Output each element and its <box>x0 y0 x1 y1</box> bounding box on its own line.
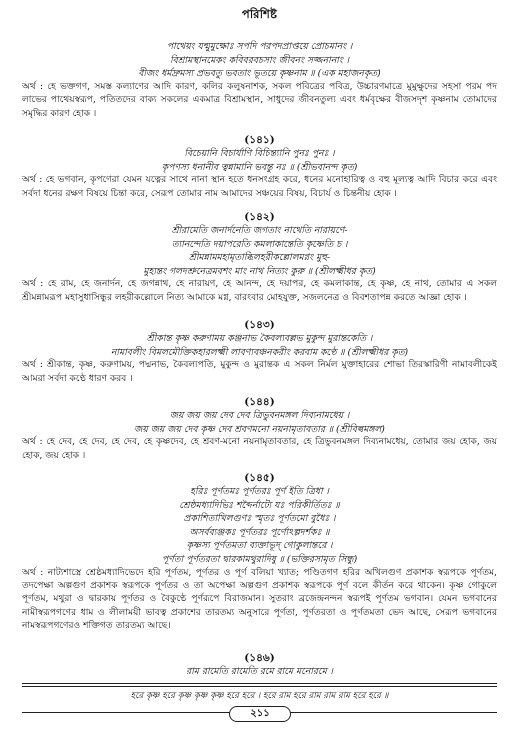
meaning-paragraph: অর্থ : হে ভগবান, কৃপণেরা যেমন যত্নের সাথে নানা স্থান হতে ধনসংগ্রহ করে, ধনের মনোহারিত্ব ও বহু মূল্যত্ব আদি বিচার করে এবং সর্বদা ধনের রক্ষণ বিষয়ে চিন্তা করে, সেরূপ তোমার নাম আমাদের সঞ্চয়ের বিষয়, বিচার্য ও চিন্তনীয় হোক । <box>22 175 497 199</box>
section-145 <box>22 471 497 634</box>
section-intro <box>22 40 497 121</box>
verse-line: শ্রীরামেতি জনার্দনেতি জগতাং নাথেতি নারায়ণে- <box>171 225 348 236</box>
section-number: (১৪৬) <box>244 652 275 664</box>
verse-line: পাথেয়ং যন্মুমুক্ষোঃ সপদি পরপদপ্রাপ্তয়ে প্রোচমানং । <box>166 41 353 52</box>
section-144 <box>22 395 497 463</box>
meaning-paragraph: অর্থ : হে ভক্তগণ, সমস্ত কল্যাণের আদি কারণ, কলির কলুষনাশক, সকল পবিত্রের পবিত্র, উচ্চারণমাত্রে মুমুক্ষুদের সহসা পরম পদ লাভের পাথেয়স্বরূপ, পতিতদের বাক্য সকলের একমাত্র বিশ্রামস্থান, সাধুদের জীবনতুল্য এবং ধর্মবৃক্ষের বীজসদৃশ কৃষ্ণনাম তোমাদের সমৃদ্ধির কারণ হোক । <box>22 81 497 119</box>
meaning-paragraph: অর্থ : হে দেব, হে দেব, হে দেব, হে কৃষ্ণদেব, হে শ্রবণ-মনো নয়নামৃতাবতার, হে ত্রিভুবনমঙ্গল দিব্যনামধেয়, তোমার জয় হোক, জয় হোক, জয় হোক । <box>22 437 497 461</box>
meaning-paragraph: অর্থ : নাট্যশাস্ত্রে শ্রেষ্ঠমধ্যাদিভেদে হরি পূর্ণতম, পূর্ণতর ও পূর্ণ বলিয়া খ্যাত; পণ্ডিতগণ হরির অখিলগুণ প্রকাশক স্বরূপকে পূর্ণতম, তদপেক্ষা অল্পগুণ প্রকাশক স্বরূপকে পূর্ণতর ও তা অপেক্ষা অল্পগুণ প্রকাশক স্বরূপকে পূর্ণ বলে কীর্তন করে থাকেন। কৃষ্ণ গোকুলে পূর্ণতম, মথুরা ও দ্বারকায় পূর্ণতর ও বৈকুণ্ঠে পূর্ণরূপে বিরাজমান। সুতরাং ব্রজেন্দ্রনন্দন স্বরূপই পূর্ণতম ভগবান। যেমন ভগবানের নামীস্বরূপগণের ধাম ও লীলাময়ী ভাবত্ব প্রকাশের তারতম্য অনুসারে পূর্ণতা, পূর্ণতরতা ও পূর্ণতমতা ভেদ আছে, সেরূপ ভগবানের নামস্বরূপগণেরও শক্তিগত তারতম্য আছে। <box>22 567 497 632</box>
footer-divider <box>22 683 497 687</box>
verse-line: নামাবলীং বিমলমৌক্তিকহারলক্ষ্মী লাবণ্যবঞ্চনকরীং করবাম কণ্ঠে ॥ (শ্রীলক্ষ্মীধর কৃত) <box>110 346 409 358</box>
verse-line: প্রকাশিতাখিলগুণঃ স্মৃতঃ পূর্ণতমো বুধৈঃ । <box>183 513 336 525</box>
verse-line: বীজং ধর্মদ্রুমস্য প্রভবতু ভবতাং ভূতয়ে কৃষ্ণনাম ॥ (এক মহাজনকৃত) <box>138 68 381 80</box>
meaning-paragraph: অর্থ : হে রাম, হে জনার্দন, হে জগন্নাথ, হে নারায়ণ, হে আনন্দ, হে দয়াপর, হে কমলাকান্ত, হে কৃষ্ণ, হে নাথ, তোমার এ সকল শ্রীমন্নামরূপ মহাসুধাসিন্ধুর লহরীকল্লোলে নিত্য আমাকে মগ্ন, বারংবার মোহযুক্ত, সজলনেত্র ও বিবশতাপন্ন করতে আজ্ঞা হোক । <box>22 279 497 303</box>
verse-line: রাম রামেতি রামেতি রমে রামে মনোরমে । <box>186 666 333 677</box>
section-143 <box>22 318 497 386</box>
verse-line: শ্রীকান্ত কৃষ্ণ করুণাময় কঞ্জনাভ কৈবল্যবল্লভ মুকুন্দ মুরান্তকেতি । <box>146 333 373 344</box>
section-number: (১৪৪) <box>244 396 275 408</box>
page-number: ২১১ <box>229 706 291 722</box>
verse-line: শ্রীমন্নামমহামৃতাব্ধিলহরীকল্লোলমগ্নং মুহু- <box>188 252 331 264</box>
verse-line: অসর্বব্যঞ্জকঃ পূর্ণতরঃ পূর্ণোঽল্পদর্শকঃ ॥ <box>189 526 330 538</box>
section-number: (১৪২) <box>244 211 275 223</box>
section-142 <box>22 210 497 305</box>
section-141 <box>22 133 497 201</box>
verse-line: ত্যানন্দেতি দয়াপরেতি কমলাকান্তেতি কৃষ্ণেতি চ । <box>171 238 348 250</box>
verse-line: কৃষ্ণস্য পূর্ণতমতা ব্যক্তাভূদ্ গোকুলান্তরে । <box>186 540 333 552</box>
section-number: (১৪১) <box>244 134 275 146</box>
verse-line: শ্রেষ্ঠমধ্যাদিভিঃ শব্দৈর্নাট্যে যঃ পরিকীর্তিতঃ ॥ <box>179 499 340 511</box>
verse-line: জয় জয় জয় দেব কৃষ্ণ দেব শ্রবণমনো নয়নামৃতাবতার ॥ (শ্রীবিল্বমঙ্গল) <box>134 423 385 435</box>
verse-line: বিশ্রামস্থানমেকং কবিবরবচসাং জীবনং সজ্জনানাং । <box>169 54 350 66</box>
section-number: (১৪৫) <box>244 472 275 484</box>
verse-line: হরিঃ পূর্ণতমঃ পূর্ণতরঃ পূর্ণ ইতি ত্রিধা । <box>190 486 329 497</box>
footer-mantra: হরে কৃষ্ণ হরে কৃষ্ণ কৃষ্ণ কৃষ্ণ হরে হরে । হরে রাম হরে রাম রাম রাম হরে হরে ॥ <box>130 691 389 701</box>
verse-line: মুহ্যন্তং গলদশ্রুনেত্রমবশং মাং নাথ নিত্যং কুরু ॥ (শ্রীলক্ষ্মীধর কৃত) <box>143 265 376 277</box>
meaning-paragraph: অর্থ : শ্রীকান্ত, কৃষ্ণ, করুণাময়, পদ্মনাভ, কৈবল্যপতি, মুকুন্দ ও মুরান্তক এ সকল নির্মল মুক্তাহারের শোভা তিরস্কারিণী নামাবলীকেই আমরা সর্বদা কণ্ঠে ধারণ করব । <box>22 360 497 384</box>
verse-line: কৃপণস্য ধনানীব ত্বন্নামানি ভবন্তু নঃ ॥ (শ্রীভবানন্দ কৃত) <box>161 161 358 173</box>
verse-line: বিচেয়ানি বিচার্যাণি বিচিন্ত্যানি পুনঃ পুনঃ । <box>184 148 335 159</box>
verse-line: পূর্ণতা পূর্ণতরতা দ্বারকামথুরাদিষু ॥ (ভক্তিরসামৃত সিন্ধু) <box>161 553 358 565</box>
section-number: (১৪৩) <box>244 319 275 331</box>
section-146 <box>22 651 497 679</box>
page-title: পরিশিষ্ট <box>241 7 278 21</box>
verse-line: জয় জয় জয় দেব দেব ত্রিভুবনমঙ্গল দিব্যনামধেয় । <box>169 410 350 421</box>
